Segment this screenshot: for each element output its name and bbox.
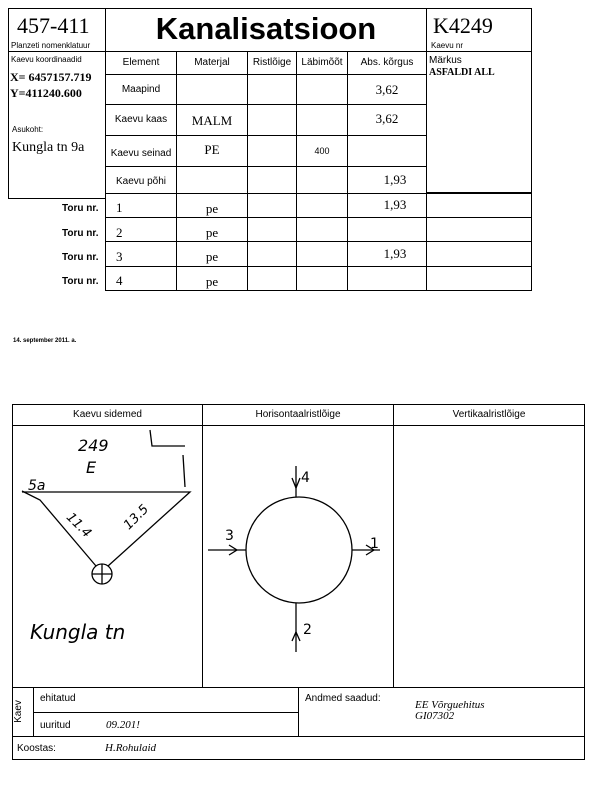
bracket-mark xyxy=(183,455,185,487)
sketch-header-links: Kaevu sidemed xyxy=(12,404,203,426)
pipe-4-label: 4 xyxy=(301,470,310,486)
built-label: ehitatud xyxy=(40,693,76,704)
document-date: 14. september 2011. a. xyxy=(13,338,77,344)
coordinates-label: Kaevu koordinaadid xyxy=(11,55,82,64)
header-material: Materjal xyxy=(176,51,248,75)
row-height: 1,93 xyxy=(347,166,427,194)
location-label: Asukoht: xyxy=(12,125,44,134)
funnel-right xyxy=(22,492,190,566)
pipe-material: pe xyxy=(176,266,248,291)
row-height: 3,62 xyxy=(347,104,427,136)
remark-label: Märkus xyxy=(429,55,462,66)
row-element: Kaevu kaas xyxy=(105,104,177,136)
row-material: PE xyxy=(176,135,248,167)
built-row xyxy=(33,687,299,713)
kaev-label: Kaev xyxy=(12,700,24,723)
pipe-1-label: 1 xyxy=(370,536,379,552)
kaev-label-box xyxy=(12,687,34,737)
pipe-material: pe xyxy=(176,193,248,218)
pipe-nr: 3 xyxy=(105,241,177,267)
row-material: MALM xyxy=(176,104,248,136)
well-circle xyxy=(246,497,352,603)
sketch-header-horizontal: Horisontaalristlõige xyxy=(202,404,394,426)
remark-value: ASFALDI ALL xyxy=(429,67,495,78)
pipe-material: pe xyxy=(176,241,248,267)
coordinate-y: Y=411240.600 xyxy=(10,86,82,100)
pipe-2-label: 2 xyxy=(303,622,312,638)
pipe-label: Toru nr. xyxy=(62,252,99,263)
bracket-mark xyxy=(150,430,185,446)
pipe-3-label: 3 xyxy=(225,528,234,544)
author-value: H.Rohulaid xyxy=(105,742,157,754)
row-height: 3,62 xyxy=(347,74,427,105)
header-element: Element xyxy=(105,51,177,75)
pipe-nr: 4 xyxy=(105,266,177,291)
sketch-header-vertical: Vertikaalristlõige xyxy=(393,404,585,426)
sketch-hand-distance-b: 13.5 xyxy=(120,501,153,534)
row-element: Maapind xyxy=(105,74,177,105)
pipe-label: Toru nr. xyxy=(62,203,99,214)
pipe-material: pe xyxy=(176,217,248,242)
page-title: Kanalisatsioon xyxy=(155,11,377,46)
sketch-hand-e: E xyxy=(86,458,97,477)
well-number-label: Kaevu nr xyxy=(431,41,464,50)
pipe-label: Toru nr. xyxy=(62,228,99,239)
horizontal-section xyxy=(208,466,380,652)
author-row xyxy=(12,736,585,760)
data-source-code: GI07302 xyxy=(415,710,455,722)
header-section: Ristlõige xyxy=(247,51,297,75)
surveyed-label: uuritud xyxy=(40,720,71,731)
pipe-label: Toru nr. xyxy=(62,276,99,287)
header-height: Abs. kõrgus xyxy=(347,51,427,75)
header-diameter: Läbimõõt xyxy=(296,51,348,75)
author-label: Koostas: xyxy=(17,743,56,754)
pipe-nr: 1 xyxy=(105,193,177,218)
sketch-hand-distance-a: 11.4 xyxy=(62,509,95,542)
pipe-height: 1,93 xyxy=(347,193,427,218)
data-source-company: EE Võrguehitus xyxy=(415,699,485,711)
sketch-hand-number: 249 xyxy=(78,436,109,455)
coordinate-x: X= 6457157.719 xyxy=(10,70,92,84)
plan-number: 457-411 xyxy=(17,13,90,38)
row-diameter: 400 xyxy=(296,135,348,167)
pipe-height: 1,93 xyxy=(347,241,427,267)
sketch-hand-left: 5a xyxy=(28,478,46,494)
row-element: Kaevu seinad xyxy=(105,135,177,167)
plan-number-label: Planzeti nomenklatuur xyxy=(11,41,91,50)
data-source-label: Andmed saadud: xyxy=(305,693,381,704)
location-value: Kungla tn 9a xyxy=(12,140,85,155)
sketch-hand-street: Kungla tn xyxy=(30,620,126,644)
row-element: Kaevu põhi xyxy=(105,166,177,194)
data-source-box xyxy=(298,687,585,737)
surveyed-row xyxy=(33,712,299,737)
surveyed-value: 09.201! xyxy=(106,719,140,731)
pipe-nr: 2 xyxy=(105,217,177,242)
well-number: K4249 xyxy=(433,13,493,38)
